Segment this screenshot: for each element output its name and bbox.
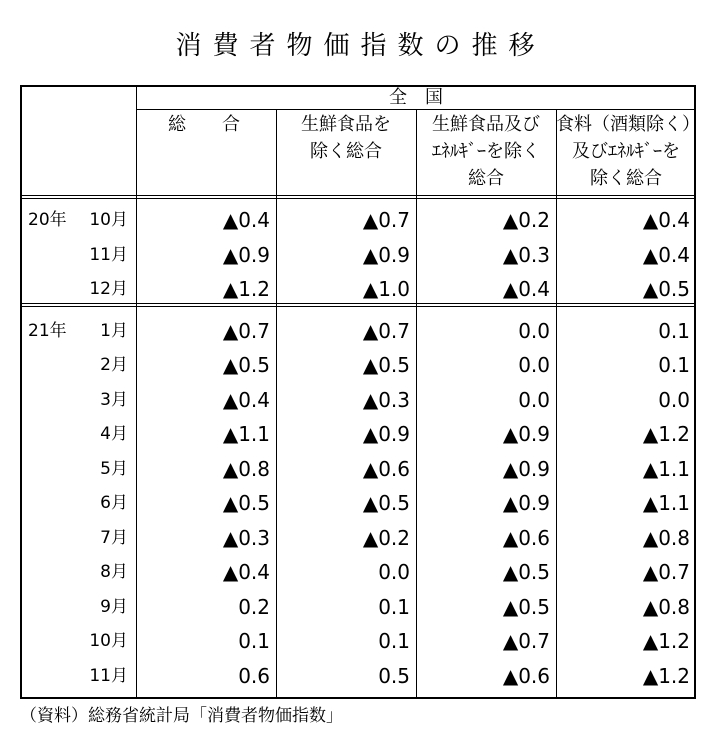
section-divider-2: [20, 306, 696, 307]
value-cell: 0.2: [238, 594, 270, 619]
value-cell: ▲0.4: [222, 560, 270, 585]
month-label: 7月: [100, 527, 128, 548]
value-cell: ▲0.5: [642, 277, 690, 302]
value-cell: 0.5: [378, 663, 410, 688]
value-cell: ▲0.9: [502, 491, 550, 516]
column-header-line: 及びｴﾈﾙｷﾞｰを: [572, 141, 680, 162]
value-cell: ▲1.1: [222, 422, 270, 447]
column-header-line: 総合: [468, 168, 504, 189]
value-cell: ▲0.4: [502, 277, 550, 302]
cpi-table: [20, 85, 700, 699]
value-cell: ▲0.8: [642, 525, 690, 550]
value-cell: ▲0.7: [362, 318, 410, 343]
column-header-line: 生鮮食品を: [301, 114, 391, 135]
table-border-bottom: [20, 697, 696, 699]
value-cell: ▲0.5: [502, 560, 550, 585]
value-cell: ▲1.1: [642, 491, 690, 516]
header-divider-1: [20, 195, 696, 196]
value-cell: 0.1: [658, 353, 690, 378]
month-label: 5月: [100, 458, 128, 479]
header-divider-2: [20, 198, 696, 199]
column-header-line: 除く総合: [310, 141, 382, 162]
value-cell: 0.1: [238, 629, 270, 654]
page-title: 消費者物価指数の推移: [175, 31, 546, 61]
column-header-line: 総 合: [168, 114, 240, 135]
value-cell: 0.1: [658, 318, 690, 343]
value-cell: ▲1.2: [642, 663, 690, 688]
value-cell: ▲1.2: [642, 422, 690, 447]
value-cell: ▲0.4: [222, 387, 270, 412]
value-cell: 0.1: [378, 629, 410, 654]
value-cell: ▲1.1: [642, 456, 690, 481]
column-header-line: 食料（酒類除く）: [556, 114, 700, 135]
value-cell: ▲0.5: [502, 594, 550, 619]
month-label: 4月: [100, 424, 128, 445]
value-cell: 0.0: [658, 387, 690, 412]
value-cell: ▲0.8: [642, 594, 690, 619]
value-cell: ▲0.3: [362, 387, 410, 412]
value-cell: 0.0: [518, 387, 550, 412]
value-cell: ▲0.9: [362, 242, 410, 267]
value-cell: 0.0: [518, 353, 550, 378]
year-label: 20年: [28, 210, 67, 231]
month-label: 10月: [89, 210, 128, 231]
value-cell: ▲0.2: [362, 525, 410, 550]
value-cell: ▲0.9: [502, 456, 550, 481]
value-cell: ▲0.3: [502, 242, 550, 267]
month-label: 6月: [100, 493, 128, 514]
value-cell: ▲0.9: [362, 422, 410, 447]
value-cell: ▲1.0: [362, 277, 410, 302]
month-label: 2月: [100, 355, 128, 376]
month-label: 8月: [100, 562, 128, 583]
value-cell: ▲0.3: [222, 525, 270, 550]
value-cell: ▲0.5: [362, 353, 410, 378]
column-header-line: 生鮮食品及び: [432, 114, 540, 135]
month-label: 11月: [89, 244, 128, 265]
value-cell: ▲0.7: [502, 629, 550, 654]
month-label: 10月: [89, 631, 128, 652]
value-cell: ▲1.2: [642, 629, 690, 654]
value-cell: ▲0.5: [362, 491, 410, 516]
source-note: （資料）総務省統計局「消費者物価指数」: [20, 706, 343, 726]
value-cell: ▲0.5: [222, 491, 270, 516]
value-cell: ▲0.9: [222, 242, 270, 267]
value-cell: ▲0.7: [362, 208, 410, 233]
value-cell: 0.6: [238, 663, 270, 688]
value-cell: 0.0: [378, 560, 410, 585]
column-header-line: 除く総合: [590, 168, 662, 189]
value-cell: ▲0.7: [222, 318, 270, 343]
month-label: 3月: [100, 389, 128, 410]
month-label: 9月: [100, 596, 128, 617]
section-divider-1: [20, 303, 696, 304]
value-cell: ▲0.6: [502, 525, 550, 550]
value-cell: 0.1: [378, 594, 410, 619]
year-label: 21年: [28, 320, 67, 341]
month-label: 11月: [89, 665, 128, 686]
column-header-line: ｴﾈﾙｷﾞｰを除く: [432, 141, 540, 162]
value-cell: ▲0.5: [222, 353, 270, 378]
group-header-label: 全 国: [389, 87, 443, 108]
value-cell: ▲0.6: [362, 456, 410, 481]
value-cell: ▲0.6: [502, 663, 550, 688]
value-cell: ▲0.9: [502, 422, 550, 447]
month-label: 1月: [100, 320, 128, 341]
value-cell: ▲1.2: [222, 277, 270, 302]
value-cell: 0.0: [518, 318, 550, 343]
value-cell: ▲0.2: [502, 208, 550, 233]
value-cell: ▲0.4: [222, 208, 270, 233]
value-cell: ▲0.4: [642, 242, 690, 267]
value-cell: ▲0.4: [642, 208, 690, 233]
month-label: 12月: [89, 279, 128, 300]
value-cell: ▲0.7: [642, 560, 690, 585]
value-cell: ▲0.8: [222, 456, 270, 481]
